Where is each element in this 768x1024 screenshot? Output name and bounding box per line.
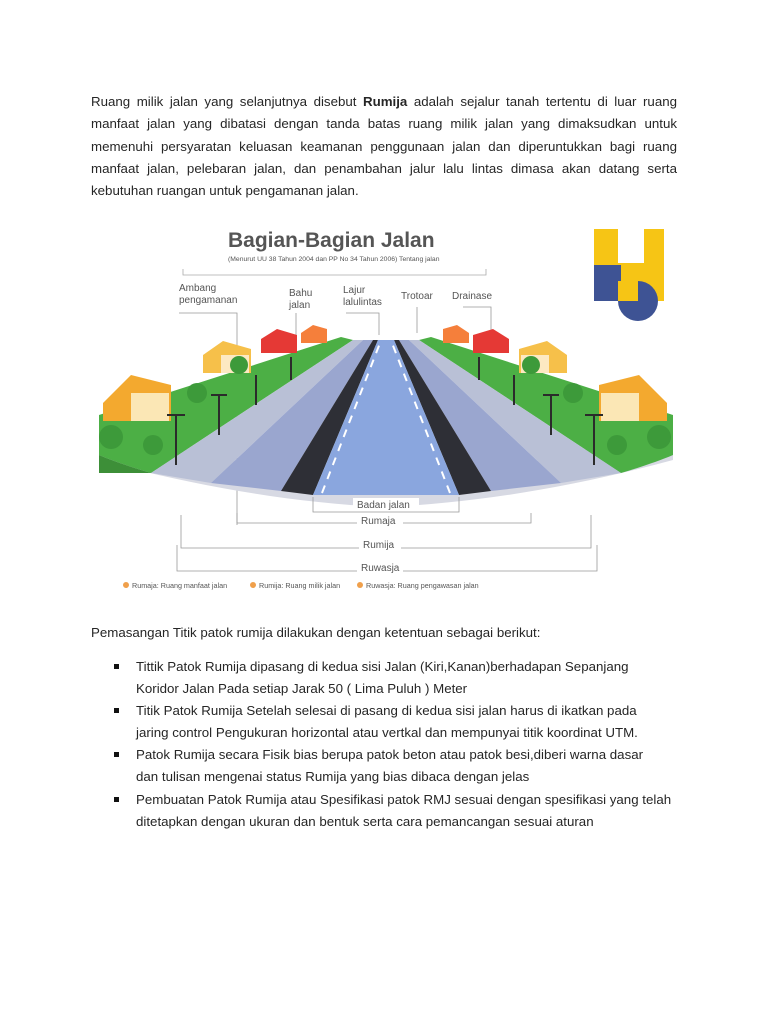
label-lalulintas: lalulintas bbox=[343, 297, 382, 308]
label-ruwasja: Ruwasja bbox=[361, 563, 400, 574]
list-item bbox=[108, 656, 688, 700]
label-rumija: Rumija bbox=[363, 540, 395, 551]
label-rumaja: Rumaja bbox=[361, 516, 396, 527]
label-bahu: Bahu bbox=[289, 288, 313, 299]
label-trotoar: Trotoar bbox=[401, 291, 433, 302]
label-badan-jalan: Badan jalan bbox=[357, 500, 410, 511]
bullet-square-icon bbox=[114, 797, 119, 802]
list-item-line: ditetapkan dengan ukuran dan bentuk serta cara pemancangan sesuai aturan bbox=[136, 813, 594, 829]
list-item-line: jaring control Pengukuran horizontal atau vertkal dan mempunyai titik koordinat UTM. bbox=[136, 725, 638, 741]
intro-term-rumija: Rumija bbox=[363, 94, 408, 109]
label-jalan: jalan bbox=[289, 300, 311, 311]
figure-subtitle: (Menurut UU 38 Tahun 2004 dan PP No 34 Tahun 2006) Tentang jalan bbox=[228, 256, 440, 263]
road-parts-figure bbox=[91, 215, 679, 607]
legend-rumija: Rumija: Ruang milik jalan bbox=[259, 581, 341, 590]
label-drainase: Drainase bbox=[452, 291, 493, 302]
intro-paragraph bbox=[91, 91, 677, 202]
list-item-line: Patok Rumija secara Fisik bias berupa patok beton atau patok besi,diberi warna dasar bbox=[136, 747, 644, 763]
label-pengamanan: pengamanan bbox=[179, 295, 238, 306]
list-item-line: Titik Patok Rumija Setelah selesai di pasang di kedua sisi jalan harus di ikatkan pada bbox=[136, 703, 637, 719]
list-item-line: Tittik Patok Rumija dipasang di kedua sisi Jalan (Kiri,Kanan)berhadapan Sepanjang bbox=[136, 659, 629, 674]
list-item-line: dan tulisan mengenai status Rumija yang bias dibaca dengan jelas bbox=[136, 769, 530, 785]
bullet-square-icon bbox=[114, 752, 119, 757]
bullet-square-icon bbox=[114, 708, 119, 713]
figure-legend bbox=[123, 581, 479, 590]
list-item bbox=[108, 744, 688, 788]
list-item-line: Pembuatan Patok Rumija atau Spesifikasi patok RMJ sesuai dengan spesifikasi yang telah bbox=[136, 791, 672, 807]
list-item-line: Koridor Jalan Pada setiap Jarak 50 ( Lima Puluh ) Meter bbox=[136, 681, 468, 697]
intro-text-rest: adalah sejalur tanah tertentu di luar ruang manfaat jalan yang dibatasi dengan tanda batas ruang milik jalan yang dimaksudkan untuk memenuhi persyaratan keluasan keamanan penggunaan jalan dan diperuntukkan bagi ruang manfaat jalan, pelebaran jalan, dan penambahan jalur lalu lintas dimasa akan datang serta kebutuhan ruangan untuk pengamanan jalan. bbox=[91, 94, 678, 199]
list-intro: Pemasangan Titik patok rumija dilakukan dengan ketentuan sebagai berikut: bbox=[91, 625, 541, 640]
bullet-square-icon bbox=[114, 664, 119, 669]
label-lajur: Lajur bbox=[343, 285, 366, 296]
legend-rumaja: Rumaja: Ruang manfaat jalan bbox=[132, 581, 228, 590]
list-item bbox=[108, 789, 688, 833]
road-parts-illustration bbox=[91, 215, 679, 607]
figure-title: Bagian-Bagian Jalan bbox=[228, 229, 435, 252]
list-item bbox=[108, 700, 688, 744]
legend-ruwasja: Ruwasja: Ruang pengawasan jalan bbox=[366, 581, 479, 590]
requirements-list bbox=[108, 656, 688, 833]
intro-text-start: Ruang milik jalan yang selanjutnya disebut bbox=[91, 94, 363, 109]
label-ambang: Ambang bbox=[179, 283, 217, 294]
